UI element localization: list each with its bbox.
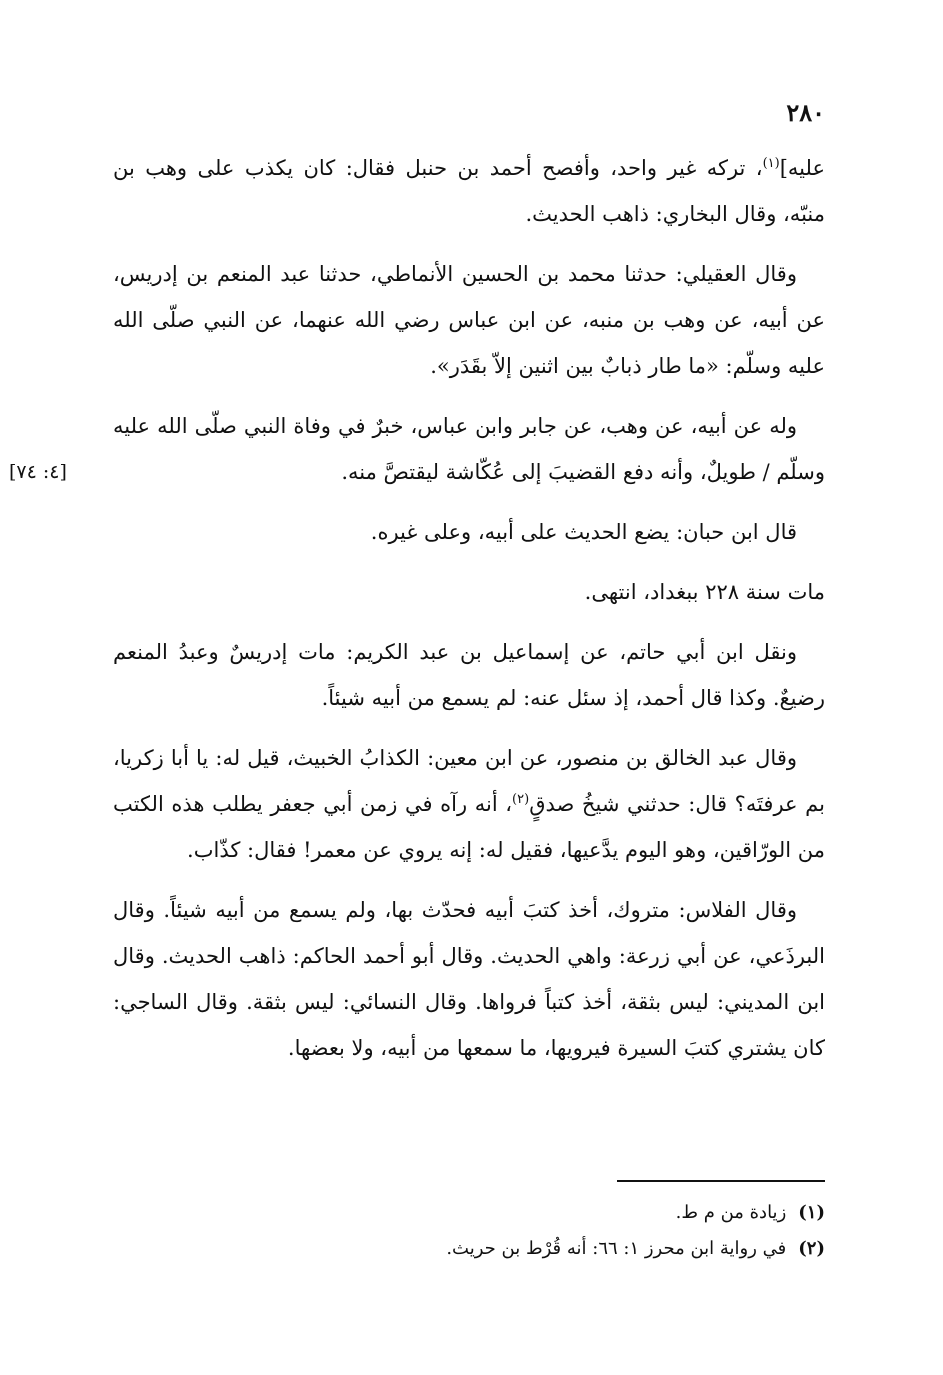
footnote-2 (113, 1231, 825, 1267)
paragraph-3-wrap (9, 403, 825, 495)
paragraph-2: وقال العقيلي: حدثنا محمد بن الحسين الأنماطي، حدثنا عبد المنعم بن إدريس، عن أبيه، عن وهب بن منبه، عن ابن عباس رضي الله عنهما، عن النبي صلّى الله عليه وسلّم: «ما طار ذبابٌ بين اثنين إلاّ بقَدَر». (113, 262, 825, 378)
paragraph-8: وقال الفلاس: متروك، أخذ كتبَ أبيه فحدّث بها، ولم يسمع من أبيه شيئاً. وقال البرذَعي، عن أبي زرعة: واهي الحديث. وقال أبو أحمد الحاكم: ذاهب الحديث. وقال ابن المديني: ليس بثقة، أخذ كتباً فرواها. وقال النسائي: ليس بثقة. وقال الساجي: كان يشتري كتبَ السيرة فيرويها، ما سمعها من أبيه، ولا بعضها. (113, 898, 825, 1060)
footnote-1-number: (١) (798, 1202, 825, 1223)
footnote-1-text: زيادة من م ط. (675, 1202, 787, 1223)
paragraph-1-text-b: ، تركه غير واحد، وأفصح أحمد بن حنبل فقال: كان يكذب على وهب بن منبّه، وقال البخاري: ذاهب الحديث. (113, 156, 825, 226)
paragraph-3: وله عن أبيه، عن وهب، عن جابر وابن عباس، خبرٌ في وفاة النبي صلّى الله عليه وسلّم / طويلٌ، وأنه دفع القضيبَ إلى عُكّاشة ليقتصَّ منه. (113, 414, 825, 484)
paragraph-6: ونقل ابن أبي حاتم، عن إسماعيل بن عبد الكريم: مات إدريسٌ وعبدُ المنعم رضيعٌ. وكذا قال أحمد، إذ سئل عنه: لم يسمع من أبيه شيئاً. (113, 640, 825, 710)
margin-reference: [٤: ٧٤] (9, 461, 67, 483)
paragraph-7-text-b: ، أنه رآه في زمن أبي جعفر يطلب هذه الكتب من الورّاقين، وهو اليوم يدَّعيها، فقيل له: إنه يروي عن معمر! فقال: كذّاب. (113, 792, 825, 862)
footnote-ref-1: (١) (762, 156, 780, 171)
footnote-1 (113, 1195, 825, 1231)
footnotes (113, 1195, 825, 1267)
paragraph-5: مات سنة ٢٢٨ ببغداد، انتهى. (584, 580, 825, 604)
paragraph-1-text-a: عليه] (779, 156, 825, 180)
footnote-2-text: في رواية ابن محرز ١: ٦٦: أنه قُرْط بن حريث. (446, 1238, 787, 1259)
footnote-separator (617, 1180, 825, 1182)
footnote-2-number: (٢) (798, 1238, 825, 1259)
footnote-ref-2: (٢) (512, 792, 530, 807)
paragraph-7-text-a: وقال عبد الخالق بن منصور، عن ابن معين: الكذابُ الخبيث، قيل له: يا أبا زكريا، بم عرفتَه؟ قال: حدثني شيخُ صدقٍ (113, 746, 825, 816)
body-text (9, 145, 825, 1085)
paragraph-1 (113, 145, 825, 237)
paragraph-4: قال ابن حبان: يضع الحديث على أبيه، وعلى غيره. (370, 520, 797, 544)
paragraph-7 (113, 735, 825, 873)
page-number: ٢٨٠ (786, 98, 825, 127)
